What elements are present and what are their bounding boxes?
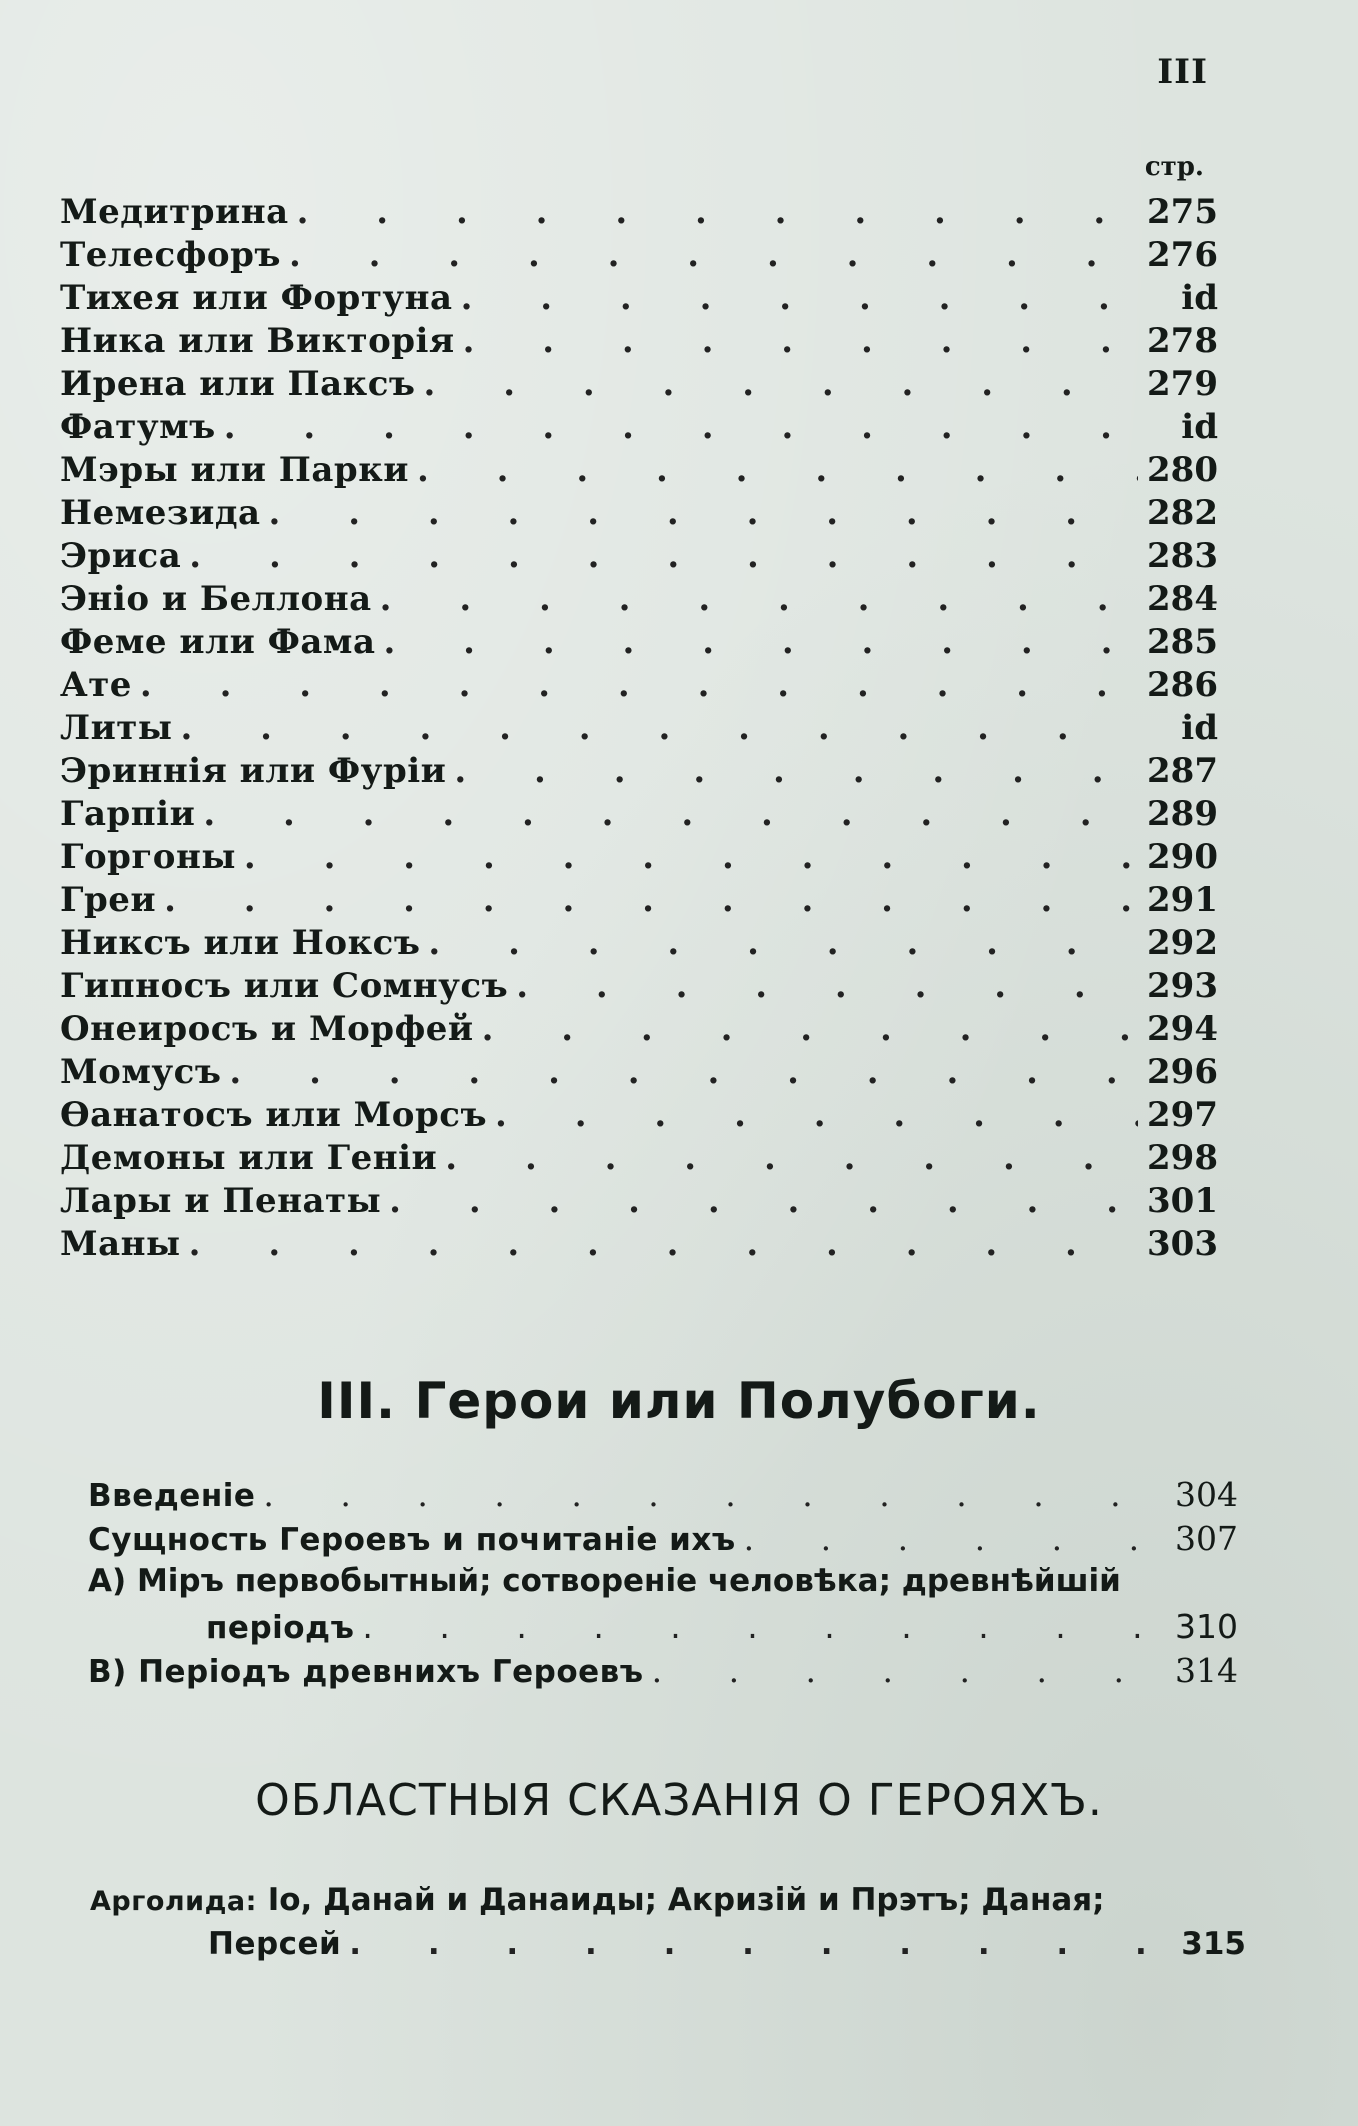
dot-leader	[652, 1651, 1158, 1690]
dot-leader	[445, 1138, 1138, 1178]
toc-entry	[60, 321, 1218, 364]
toc-upper-list	[60, 192, 1218, 1267]
toc-entry-page: 291	[1147, 880, 1218, 920]
dot-leader	[263, 1475, 1158, 1514]
toc-entry-page: id	[1181, 708, 1218, 748]
toc-entry-page: 275	[1147, 192, 1218, 232]
toc-entry-page: 279	[1147, 364, 1218, 404]
toc-entry-page: 284	[1147, 579, 1218, 619]
toc-entry	[60, 407, 1218, 450]
toc-entry-label: Ирена или Пaксъ	[60, 364, 416, 404]
toc-entry-label: Тихея или Фортуна	[60, 278, 453, 318]
toc-lower-list	[88, 1475, 1238, 1695]
toc-entry-label: Онеиросъ и Морфей	[60, 1009, 474, 1049]
toc-entry-page: 276	[1147, 235, 1218, 275]
toc-entry-label: Эніо и Беллона	[60, 579, 372, 619]
toc-entry-page: 282	[1147, 493, 1218, 533]
toc-entry-label: Гарпіи	[60, 794, 196, 834]
toc-entry-page: 278	[1147, 321, 1218, 361]
dot-leader	[289, 235, 1138, 275]
dot-leader	[229, 1052, 1138, 1092]
toc-entry-page: 287	[1147, 751, 1218, 791]
dot-leader	[140, 665, 1138, 705]
section-heading: III. Герои или Полубоги.	[317, 1372, 1041, 1430]
toc-entry-page: 304	[1175, 1475, 1238, 1514]
toc-entry	[60, 1138, 1218, 1181]
toc-entry-period-b	[88, 1651, 1238, 1695]
toc-entry-page: 293	[1147, 966, 1218, 1006]
toc-entry-page: 298	[1147, 1138, 1218, 1178]
dot-leader	[164, 880, 1138, 920]
page-column-header: стр.	[1144, 152, 1204, 182]
region-name: Арголида:	[90, 1886, 257, 1917]
dot-leader	[189, 536, 1138, 576]
dot-leader	[362, 1607, 1158, 1646]
toc-entry-label: Маны	[60, 1224, 181, 1264]
dot-leader	[454, 751, 1138, 791]
toc-entry-page: 286	[1147, 665, 1218, 705]
dot-leader	[380, 579, 1138, 619]
regional-entry	[90, 1882, 1246, 1969]
dot-leader	[428, 923, 1138, 963]
toc-entry	[60, 622, 1218, 665]
toc-entry	[60, 1052, 1218, 1095]
toc-entry-label: Гипносъ или Сомнусъ	[60, 966, 509, 1006]
toc-entry-page: id	[1181, 278, 1218, 318]
toc-entry-label: Эриннія или Фуріи	[60, 751, 447, 791]
toc-entry-label: Горгоны	[60, 837, 236, 877]
regional-entry-line1: Іо, Данай и Данаиды; Акризій и Прэтъ; Даная;	[267, 1882, 1105, 1918]
toc-entry-page: 310	[1175, 1607, 1238, 1646]
dot-leader	[389, 1181, 1138, 1221]
toc-entry-introduction	[88, 1475, 1238, 1519]
toc-entry-label: Сущность Героевъ и почитаніе ихъ	[88, 1522, 736, 1558]
toc-entry-label: Эриса	[60, 536, 182, 576]
toc-entry	[60, 708, 1218, 751]
toc-entry-essence	[88, 1519, 1238, 1563]
toc-entry	[60, 1181, 1218, 1224]
toc-entry	[60, 493, 1218, 536]
toc-entry-label: Введеніе	[88, 1478, 256, 1514]
toc-entry	[60, 1095, 1218, 1138]
toc-entry-page: id	[1181, 407, 1218, 447]
toc-entry-label: Немезида	[60, 493, 261, 533]
toc-entry-label: Фатумъ	[60, 407, 216, 447]
toc-entry	[60, 1009, 1218, 1052]
dot-leader	[349, 1926, 1166, 1962]
toc-entry	[60, 450, 1218, 493]
toc-entry-page: 301	[1147, 1181, 1218, 1221]
toc-entry-page: 303	[1147, 1224, 1218, 1264]
dot-leader	[744, 1519, 1158, 1558]
toc-entry-label: Литы	[60, 708, 173, 748]
toc-entry-period-a	[88, 1563, 1238, 1651]
toc-entry-label: Мэры или Парки	[60, 450, 409, 490]
dot-leader	[461, 278, 1138, 318]
toc-entry-label-line1: А) Міръ первобытный; сотвореніе человѣка; древнѣйшій	[88, 1563, 1121, 1599]
toc-entry	[60, 1224, 1218, 1267]
toc-entry-label: Телесфоръ	[60, 235, 281, 275]
toc-entry-label: Ника или Викторія	[60, 321, 455, 361]
dot-leader	[297, 192, 1138, 232]
toc-entry-label: Лары и Пенаты	[60, 1181, 382, 1221]
dot-leader	[424, 364, 1138, 404]
toc-entry-label: Никсъ или Ноксъ	[60, 923, 421, 963]
toc-entry-page: 283	[1147, 536, 1218, 576]
toc-entry	[60, 579, 1218, 622]
toc-entry-label: Момусъ	[60, 1052, 222, 1092]
toc-entry-label: Ѳанатосъ или Морсъ	[60, 1095, 488, 1135]
toc-entry	[60, 880, 1218, 923]
toc-entry-label: В) Періодъ древнихъ Героевъ	[88, 1654, 644, 1690]
toc-entry	[60, 794, 1218, 837]
dot-leader	[384, 622, 1139, 662]
toc-entry-label: Демоны или Геніи	[60, 1138, 438, 1178]
toc-entry	[60, 536, 1218, 579]
dot-leader	[516, 966, 1138, 1006]
toc-entry-page: 315	[1181, 1926, 1246, 1962]
dot-leader	[203, 794, 1138, 834]
regional-entry-line2: Персей	[208, 1926, 342, 1962]
toc-entry	[60, 192, 1218, 235]
toc-entry	[60, 966, 1218, 1009]
dot-leader	[417, 450, 1138, 490]
toc-entry-page: 294	[1147, 1009, 1218, 1049]
toc-entry-page: 285	[1147, 622, 1218, 662]
toc-entry-label: Медитрина	[60, 192, 289, 232]
toc-entry-label: Греи	[60, 880, 157, 920]
dot-leader	[482, 1009, 1138, 1049]
toc-entry-page: 289	[1147, 794, 1218, 834]
dot-leader	[244, 837, 1138, 877]
toc-entry-page: 297	[1147, 1095, 1218, 1135]
dot-leader	[463, 321, 1138, 361]
toc-entry-page: 307	[1175, 1519, 1238, 1558]
dot-leader	[180, 708, 1138, 748]
toc-entry-label: Феме или Фама	[60, 622, 376, 662]
toc-entry	[60, 837, 1218, 880]
dot-leader	[189, 1224, 1138, 1264]
toc-entry-page: 290	[1147, 837, 1218, 877]
dot-leader	[495, 1095, 1138, 1135]
page-number: III	[1157, 52, 1208, 92]
regional-heading: ОБЛАСТНЫЯ СКАЗАНІЯ О ГЕРОЯХЪ.	[255, 1775, 1103, 1826]
toc-entry	[60, 278, 1218, 321]
toc-entry-page: 292	[1147, 923, 1218, 963]
toc-entry	[60, 751, 1218, 794]
toc-entry	[60, 235, 1218, 278]
toc-entry	[60, 923, 1218, 966]
toc-entry-page: 280	[1147, 450, 1218, 490]
dot-leader	[269, 493, 1138, 533]
toc-entry-page: 314	[1175, 1651, 1238, 1690]
dot-leader	[224, 407, 1138, 447]
toc-entry	[60, 364, 1218, 407]
toc-entry-page: 296	[1147, 1052, 1218, 1092]
toc-entry-label-line2: періодъ	[206, 1610, 355, 1646]
toc-entry-label: Ате	[60, 665, 132, 705]
toc-entry	[60, 665, 1218, 708]
